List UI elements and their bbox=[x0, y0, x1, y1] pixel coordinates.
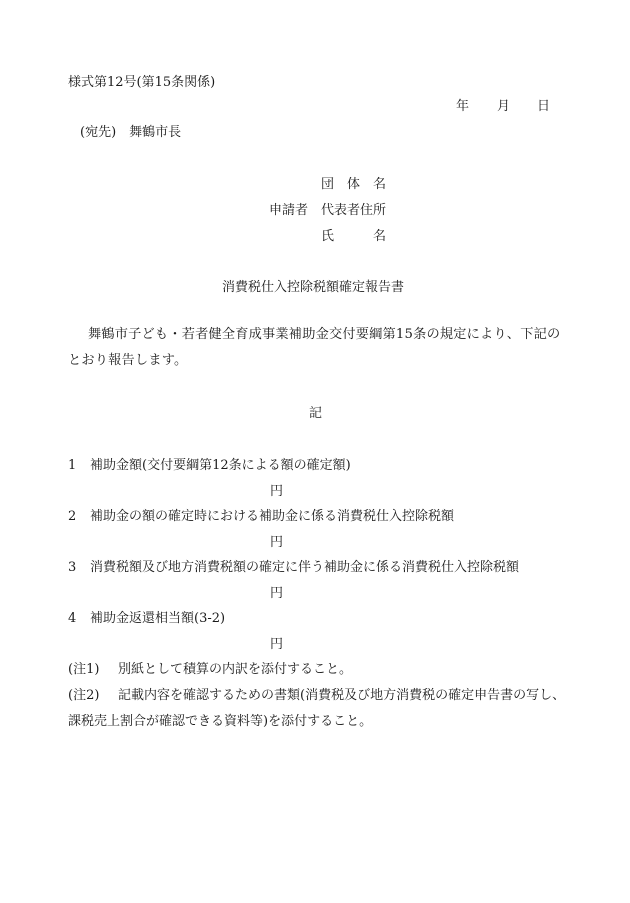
form-number: 様式第12号(第15条関係) bbox=[68, 75, 216, 90]
item-text: 消費税額及び地方消費税額の確定に伴う補助金に係る消費税仕入控除税額 bbox=[90, 560, 520, 575]
item-unit: 円 bbox=[270, 535, 284, 550]
item-number: 2 bbox=[68, 509, 77, 524]
note-label: (注2) bbox=[68, 688, 100, 703]
ki-heading: 記 bbox=[309, 406, 323, 421]
applicant-label: 申請者 bbox=[269, 203, 309, 218]
body-text: 舞鶴市子ども・若者健全育成事業補助金交付要綱第15条の規定により、下記のとおり報告します。 bbox=[68, 327, 561, 368]
item-unit: 円 bbox=[270, 637, 284, 652]
item-unit: 円 bbox=[270, 586, 284, 601]
item-unit: 円 bbox=[270, 484, 284, 499]
note-text: 記載内容を確認するための書類(消費税及び地方消費税の確定申告書の写し、課税売上割合が確認できる資料等)を添付すること。 bbox=[68, 688, 566, 729]
date-month: 月 bbox=[497, 99, 511, 114]
addressee: (宛先) 舞鶴市長 bbox=[80, 125, 182, 140]
item-text: 補助金返還相当額(3-2) bbox=[90, 611, 226, 626]
item-number: 1 bbox=[68, 458, 77, 473]
applicant-rep-address: 代表者住所 bbox=[321, 203, 387, 218]
date-year: 年 bbox=[456, 99, 470, 114]
applicant-name: 氏 名 bbox=[321, 229, 387, 244]
item-number: 3 bbox=[68, 560, 77, 575]
date-day: 日 bbox=[537, 99, 551, 114]
body-paragraph bbox=[68, 322, 568, 374]
item-text: 補助金の額の確定時における補助金に係る消費税仕入控除税額 bbox=[90, 509, 455, 524]
item-number: 4 bbox=[68, 611, 77, 626]
document-title: 消費税仕入控除税額確定報告書 bbox=[222, 280, 405, 295]
note-label: (注1) bbox=[68, 662, 100, 677]
applicant-org-name: 団 体 名 bbox=[321, 177, 387, 192]
note-text: 別紙として積算の内訳を添付すること。 bbox=[118, 662, 353, 677]
item-text: 補助金額(交付要綱第12条による額の確定額) bbox=[90, 458, 351, 473]
